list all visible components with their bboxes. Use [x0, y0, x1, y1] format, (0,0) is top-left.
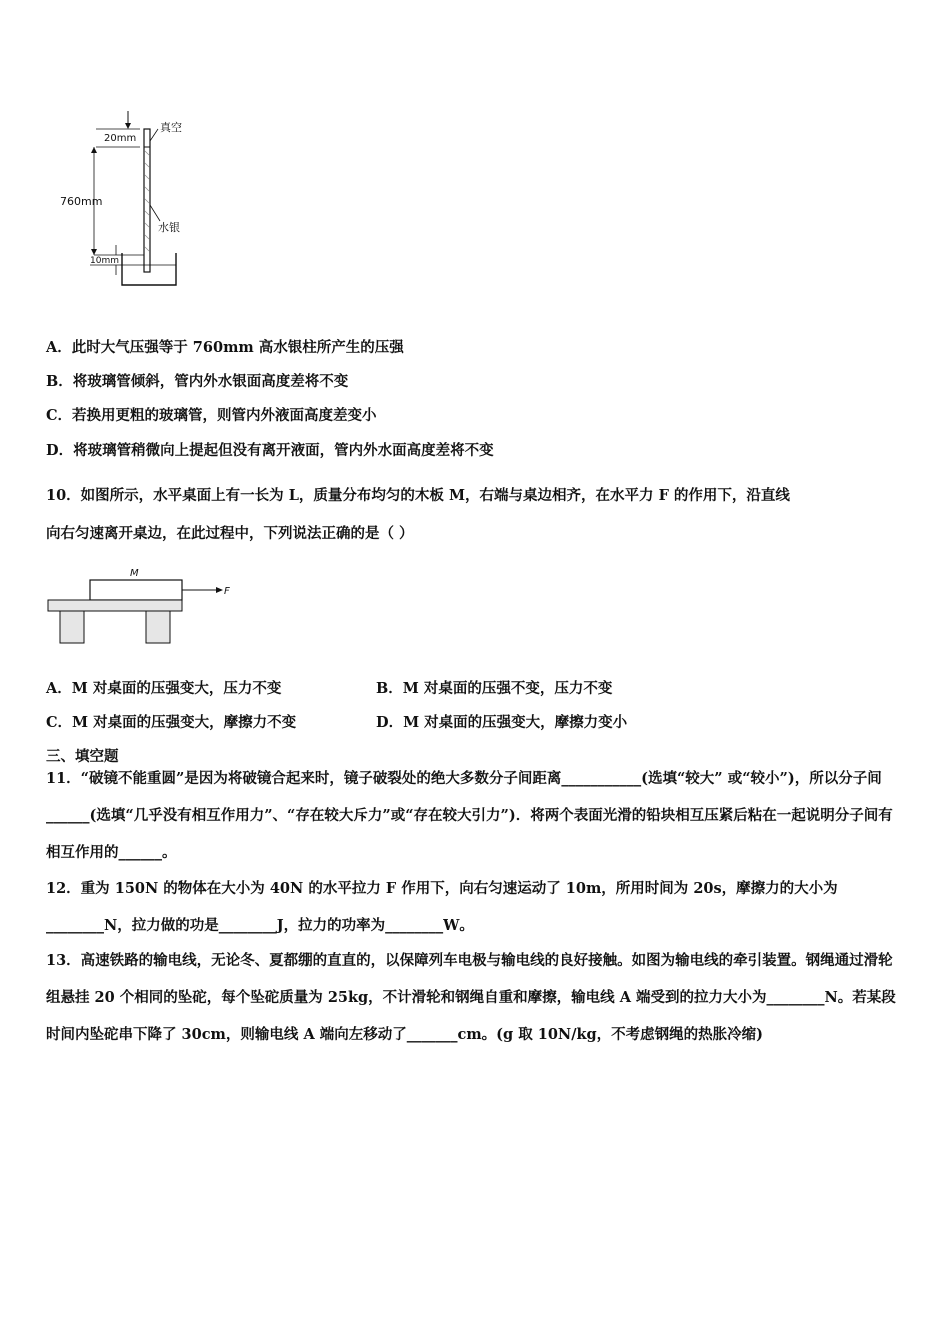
label-10mm: 10mm [90, 256, 119, 266]
q10-option-c: C．M 对桌面的压强变大，摩擦力不变 [46, 714, 297, 731]
label-mercury: 水银 [158, 221, 180, 234]
section-title: 三、填空题 [46, 748, 119, 765]
q10-stem-line2: 向右匀速离开桌边，在此过程中，下列说法正确的是（ ） [46, 525, 414, 542]
q11-text: 11．“破镜不能重圆”是因为将破镜合起来时，镜子破裂处的绝大多数分子间距离___________(选填“较大” 或“较小”)，所以分子间______(选填“几乎没有相互作用力”、“存在较大斥力”或“存在较大引力”)．将两个表面光滑的铅块相互压紧后粘在一起说明分子间有相互作用的______。 [46, 770, 893, 861]
q9-option-a: A．此时大气压强等于 760mm 高水银柱所产生的压强 [46, 339, 404, 356]
label-f: F [224, 586, 230, 597]
q12-text: 12．重为 150N 的物体在大小为 40N 的水平拉力 F 作用下，向右匀速运动了 10m，所用时间为 20s，摩擦力的大小为________N，拉力做的功是________J，拉力的功率为________W。 [46, 880, 838, 934]
q10-option-b: B．M 对桌面的压强不变，压力不变 [376, 680, 613, 697]
board-table-figure [46, 565, 246, 645]
q9-option-c: C．若换用更粗的玻璃管，则管内外液面高度差变小 [46, 407, 377, 424]
q10-option-a: A．M 对桌面的压强变大，压力不变 [46, 680, 282, 697]
q13-text: 13．高速铁路的输电线，无论冬、夏都绷的直直的，以保障列车电极与输电线的良好接触。如图为输电线的牵引装置。钢绳通过滑轮组悬挂 20 个相同的坠砣，每个坠砣质量为 25kg，不计滑轮和钢绳自重和摩擦，输电线 A 端受到的拉力大小为________N。若某段时间内坠砣串下降了 30cm，则输电线 A 端向左移动了_______cm。(g 取 10N/kg，不考虑钢绳的热胀冷缩) [46, 952, 896, 1043]
q10-stem-line1: 10．如图所示，水平桌面上有一长为 L，质量分布均匀的木板 M，右端与桌边相齐，在水平力 F 的作用下，沿直线 [46, 487, 790, 504]
label-760mm: 760mm [60, 195, 103, 208]
torricelli-figure [60, 105, 220, 290]
label-m: M [130, 568, 139, 579]
q9-option-d: D．将玻璃管稍微向上提起但没有离开液面，管内外水面高度差将不变 [46, 442, 494, 459]
label-vacuum: 真空 [160, 121, 182, 134]
q10-option-d: D．M 对桌面的压强变大，摩擦力变小 [376, 714, 628, 731]
q9-option-b: B．将玻璃管倾斜，管内外水银面高度差将不变 [46, 373, 349, 390]
label-20mm: 20mm [104, 133, 137, 144]
